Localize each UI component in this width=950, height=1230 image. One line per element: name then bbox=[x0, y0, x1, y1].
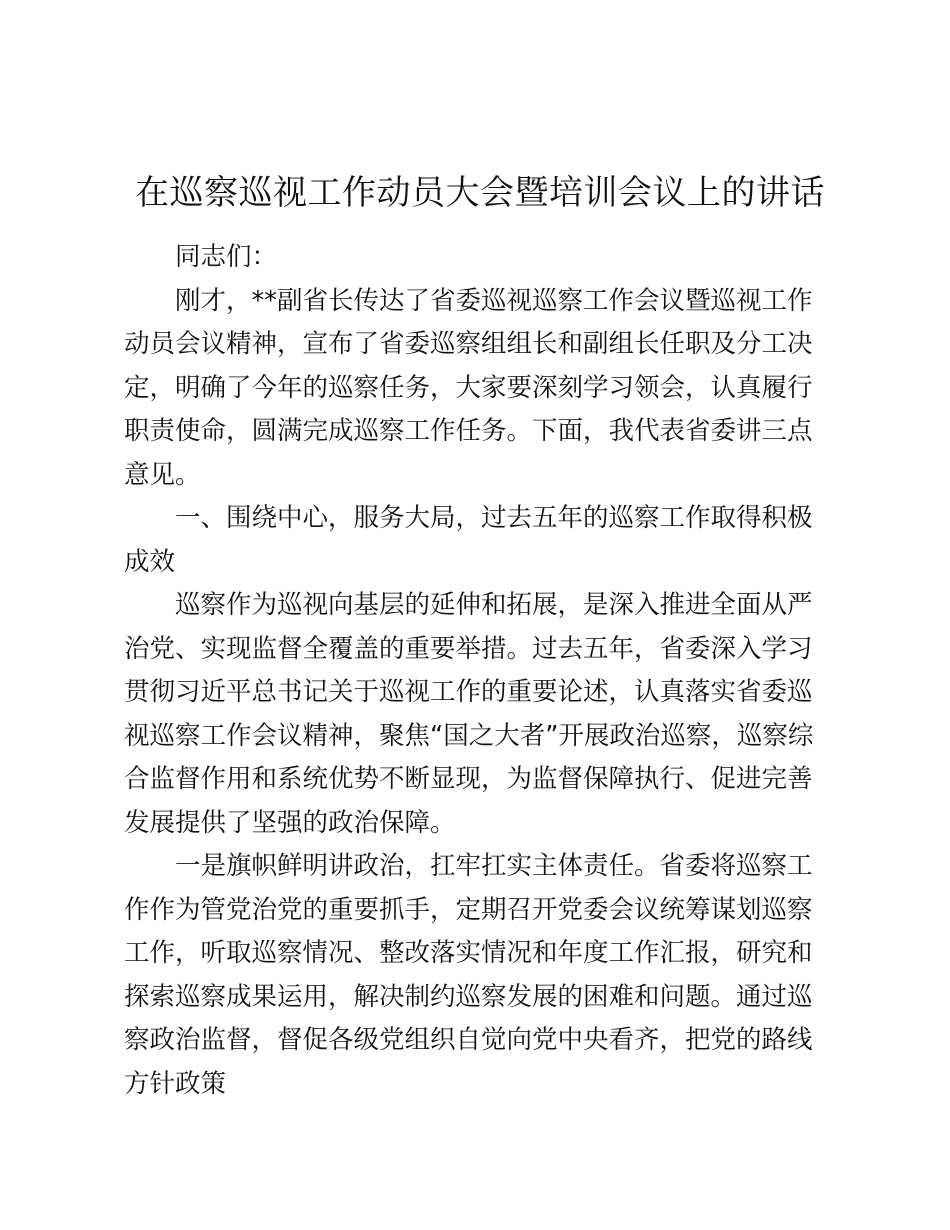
section-heading-1: 一、围绕中心，服务大局，过去五年的巡察工作取得积极成效 bbox=[124, 503, 813, 577]
document-title: 在巡察巡视工作动员大会暨培训会议上的讲话 bbox=[135, 173, 825, 213]
greeting: 同志们： bbox=[175, 242, 278, 272]
paragraph-point-1: 一是旗帜鲜明讲政治，扛牢扛实主体责任。省委将巡察工作作为管党治党的重要抓手，定期召开党委会议统筹谋划巡察工作，听取巡察情况、整改落实情况和年度工作汇报，研究和探索巡察成果运用，解决制约巡察发展的困难和问题。通过巡察政治监督，督促各级党组织自觉向党中央看齐，把党的路线方针政策 bbox=[124, 851, 813, 1099]
paragraph-intro: 刚才，**副省长传达了省委巡视巡察工作会议暨巡视工作动员会议精神，宣布了省委巡察组组长和副组长任职及分工决定，明确了今年的巡察任务，大家要深刻学习领会，认真履行职责使命，圆满完成巡察工作任务。下面，我代表省委讲三点意见。 bbox=[124, 285, 813, 490]
paragraph-body: 巡察作为巡视向基层的延伸和拓展，是深入推进全面从严治党、实现监督全覆盖的重要举措。过去五年，省委深入学习贯彻习近平总书记关于巡视工作的重要论述，认真落实省委巡视巡察工作会议精神，聚焦“国之大者”开展政治巡察，巡察综合监督作用和系统优势不断显现，为监督保障执行、促进完善发展提供了坚强的政治保障。 bbox=[124, 590, 814, 838]
document-body bbox=[124, 236, 826, 1106]
